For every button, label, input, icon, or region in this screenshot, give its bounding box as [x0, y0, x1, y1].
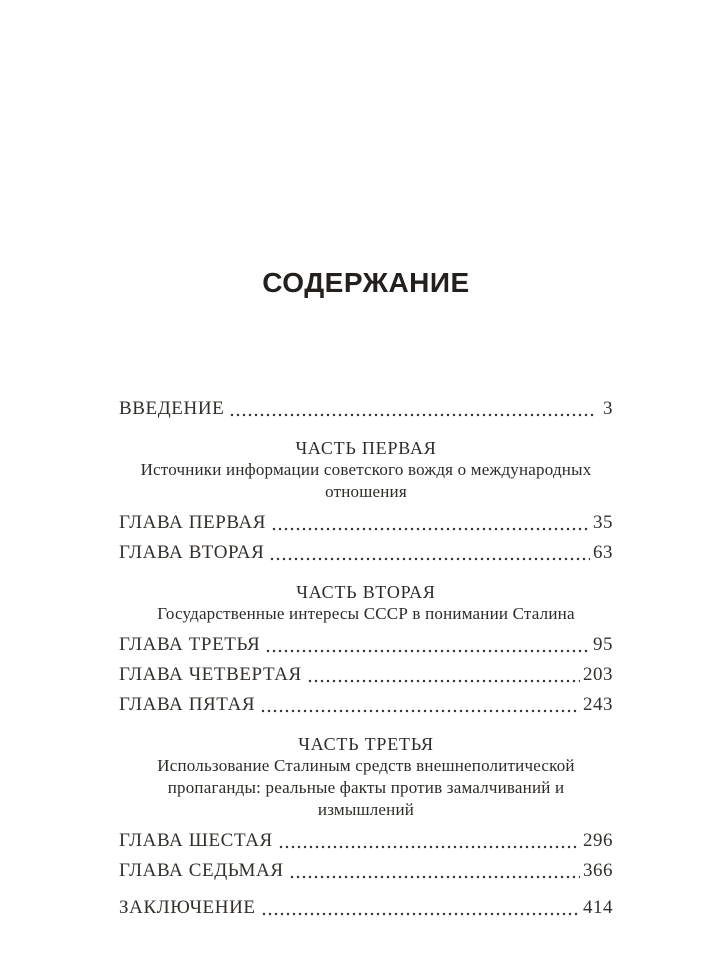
part-chapter-list: [119, 508, 613, 568]
toc-entry-label: ГЛАВА ВТОРАЯ: [119, 542, 265, 563]
dot-leader: [278, 845, 580, 849]
toc-entry-page: 243: [583, 694, 613, 715]
toc-entry-chapter: [119, 660, 613, 690]
toc-entry-label: ЗАКЛЮЧЕНИЕ: [119, 897, 256, 918]
toc-entry-label: ГЛАВА ЧЕТВЕРТАЯ: [119, 664, 302, 685]
toc-part-2: [119, 582, 613, 720]
contents-column: [119, 268, 613, 923]
toc-entry-page: 3: [603, 398, 613, 419]
dot-leader: [261, 912, 580, 916]
toc-entry-label: ГЛАВА ПЕРВАЯ: [119, 512, 267, 533]
toc-entry-chapter: [119, 538, 613, 568]
toc-entry-conclusion: [119, 893, 613, 923]
part-chapter-list: [119, 826, 613, 886]
dot-leader: [307, 679, 580, 683]
part-heading: ЧАСТЬ ВТОРАЯ: [296, 582, 436, 602]
toc-entry-label: ГЛАВА ШЕСТАЯ: [119, 830, 273, 851]
dot-leader: [265, 649, 590, 653]
part-heading: ЧАСТЬ ТРЕТЬЯ: [298, 734, 434, 754]
toc-entry-page: 414: [583, 897, 613, 918]
toc-entry-chapter: [119, 856, 613, 886]
dot-leader: [260, 709, 580, 713]
toc-part-3: [119, 734, 613, 886]
toc-entry-chapter: [119, 690, 613, 720]
dot-leader: [271, 527, 590, 531]
toc-entry-chapter: [119, 508, 613, 538]
toc-entry-page: 296: [583, 830, 613, 851]
toc-entry-chapter: [119, 826, 613, 856]
toc-entry-page: 35: [593, 512, 613, 533]
toc-entry-label: ГЛАВА СЕДЬМАЯ: [119, 860, 284, 881]
toc-entry-page: 203: [583, 664, 613, 685]
dot-leader: [289, 875, 580, 879]
toc-entry-introduction: [119, 394, 613, 424]
part-chapter-list: [119, 630, 613, 720]
toc-entry-label: ГЛАВА ПЯТАЯ: [119, 694, 256, 715]
toc-entry-label: ГЛАВА ТРЕТЬЯ: [119, 634, 261, 655]
table-of-contents: [119, 394, 613, 923]
toc-entry-page: 95: [593, 634, 613, 655]
page-title: СОДЕРЖАНИЕ: [262, 267, 470, 298]
part-subtitle: Государственные интересы СССР в понимании Сталина: [157, 604, 575, 623]
toc-entry-label: ВВЕДЕНИЕ: [119, 398, 225, 419]
dot-leader: [229, 413, 596, 417]
dot-leader: [269, 557, 590, 561]
part-subtitle: Источники информации советского вождя о международных отношения: [140, 460, 592, 501]
part-heading: ЧАСТЬ ПЕРВАЯ: [295, 438, 437, 458]
part-subtitle: Использование Сталиным средств внешнеполитической пропаганды: реальные факты против замалчиваний и измышлений: [157, 756, 575, 819]
toc-entry-page: 63: [593, 542, 613, 563]
toc-entry-chapter: [119, 630, 613, 660]
toc-part-1: [119, 438, 613, 568]
toc-entry-page: 366: [583, 860, 613, 881]
